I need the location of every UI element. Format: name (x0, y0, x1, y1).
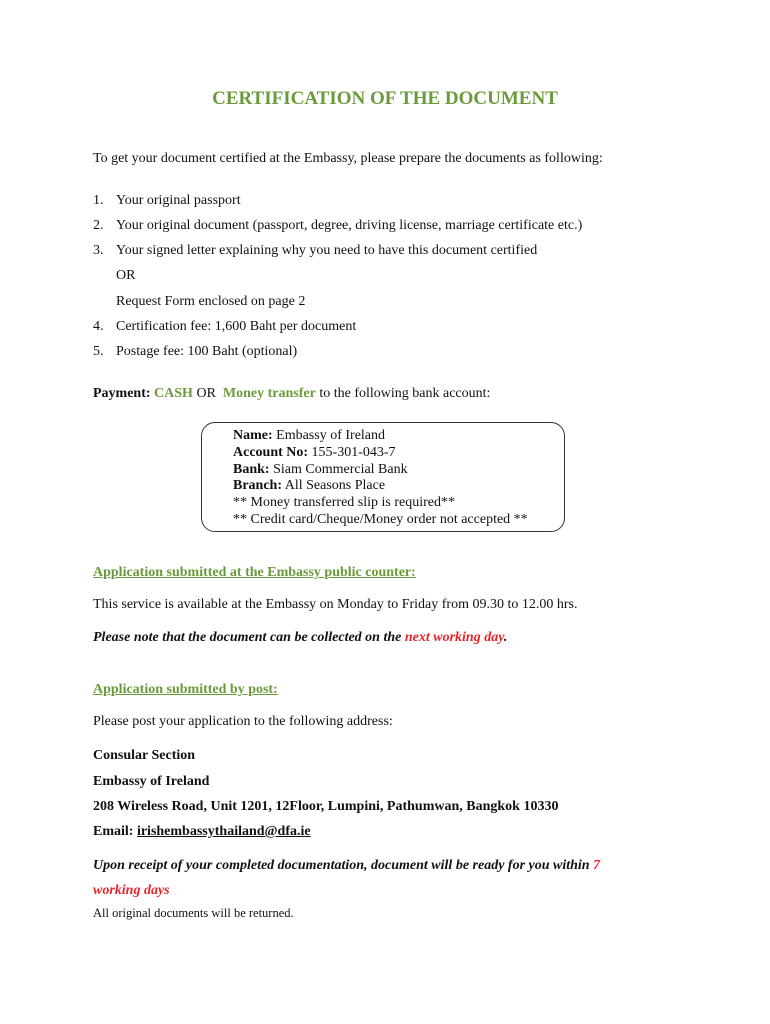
payment-cash: CASH (154, 386, 193, 401)
address-line-3: 208 Wireless Road, Unit 1201, 12Floor, Lumpini, Pathumwan, Bangkok 10330 (93, 799, 559, 814)
list-number: 3. (93, 243, 104, 258)
bank-bank-row (233, 462, 564, 479)
bank-account-value: 155-301-043-7 (311, 444, 396, 460)
email-link[interactable]: irishembassythailand@dfa.ie (136, 824, 311, 839)
post-heading: Application submitted by post: (93, 682, 278, 697)
list-request-form: Request Form enclosed on page 2 (116, 294, 306, 309)
list-text: Your signed letter explaining why you need to have this document certified (116, 243, 538, 258)
list-item (93, 217, 582, 234)
address-line-1: Consular Section (93, 748, 196, 763)
bank-account-row (233, 445, 564, 462)
list-item (93, 242, 537, 259)
list-item (93, 192, 241, 209)
email-label: Email: (93, 824, 134, 839)
list-text: Certification fee: 1,600 Baht per document (116, 319, 357, 334)
receipt-days-number: 7 (593, 858, 601, 873)
list-text: Your original passport (116, 193, 241, 208)
bank-branch-value: All Seasons Place (284, 478, 386, 494)
counter-heading: Application submitted at the Embassy public counter: (93, 565, 416, 580)
list-number: 4. (93, 319, 104, 334)
list-item (93, 343, 297, 360)
bank-bank-label: Bank: (233, 461, 270, 477)
bank-account-label: Account No: (233, 444, 309, 460)
receipt-note-text: Upon receipt of your completed documentation, document will be ready for you within (93, 858, 590, 873)
receipt-days-text: working days (93, 883, 170, 898)
returned-note: All original documents will be returned. (93, 906, 294, 920)
payment-label: Payment: (93, 386, 151, 401)
list-number: 2. (93, 218, 104, 233)
bank-note-not-accepted: ** Credit card/Cheque/Money order not accepted ** (233, 511, 528, 527)
payment-rest: to the following bank account: (319, 386, 491, 401)
bank-bank-value: Siam Commercial Bank (273, 461, 408, 477)
address-line-2: Embassy of Ireland (93, 774, 210, 789)
list-text: Postage fee: 100 Baht (optional) (116, 344, 298, 359)
counter-note (93, 629, 507, 646)
list-number: 5. (93, 344, 104, 359)
list-text: Your original document (passport, degree, driving license, marriage certificate etc.) (116, 218, 583, 233)
post-intro: Please post your application to the following address: (93, 714, 393, 729)
counter-note-text: Please note that the document can be collected on the (93, 630, 402, 645)
bank-name-row (233, 428, 564, 445)
list-or: OR (116, 268, 136, 283)
bank-branch-label: Branch: (233, 478, 282, 494)
payment-line (93, 385, 490, 402)
bank-branch-row (233, 478, 564, 495)
list-number: 1. (93, 193, 104, 208)
page-title: CERTIFICATION OF THE DOCUMENT (212, 88, 558, 109)
receipt-note (93, 857, 600, 874)
list-item (93, 318, 356, 335)
bank-name-value: Embassy of Ireland (276, 428, 386, 443)
bank-account-box (201, 422, 565, 532)
payment-transfer: Money transfer (222, 386, 316, 401)
bank-name-label: Name: (233, 428, 273, 443)
counter-service-text: This service is available at the Embassy on Monday to Friday from 09.30 to 12.00 hrs. (93, 597, 578, 612)
intro-text: To get your document certified at the Embassy, please prepare the documents as following: (93, 151, 603, 166)
counter-note-period: . (503, 630, 508, 645)
email-line (93, 823, 311, 840)
bank-note-slip: ** Money transferred slip is required** (233, 495, 455, 511)
payment-or: OR (196, 386, 216, 401)
counter-note-highlight: next working day (404, 630, 504, 645)
